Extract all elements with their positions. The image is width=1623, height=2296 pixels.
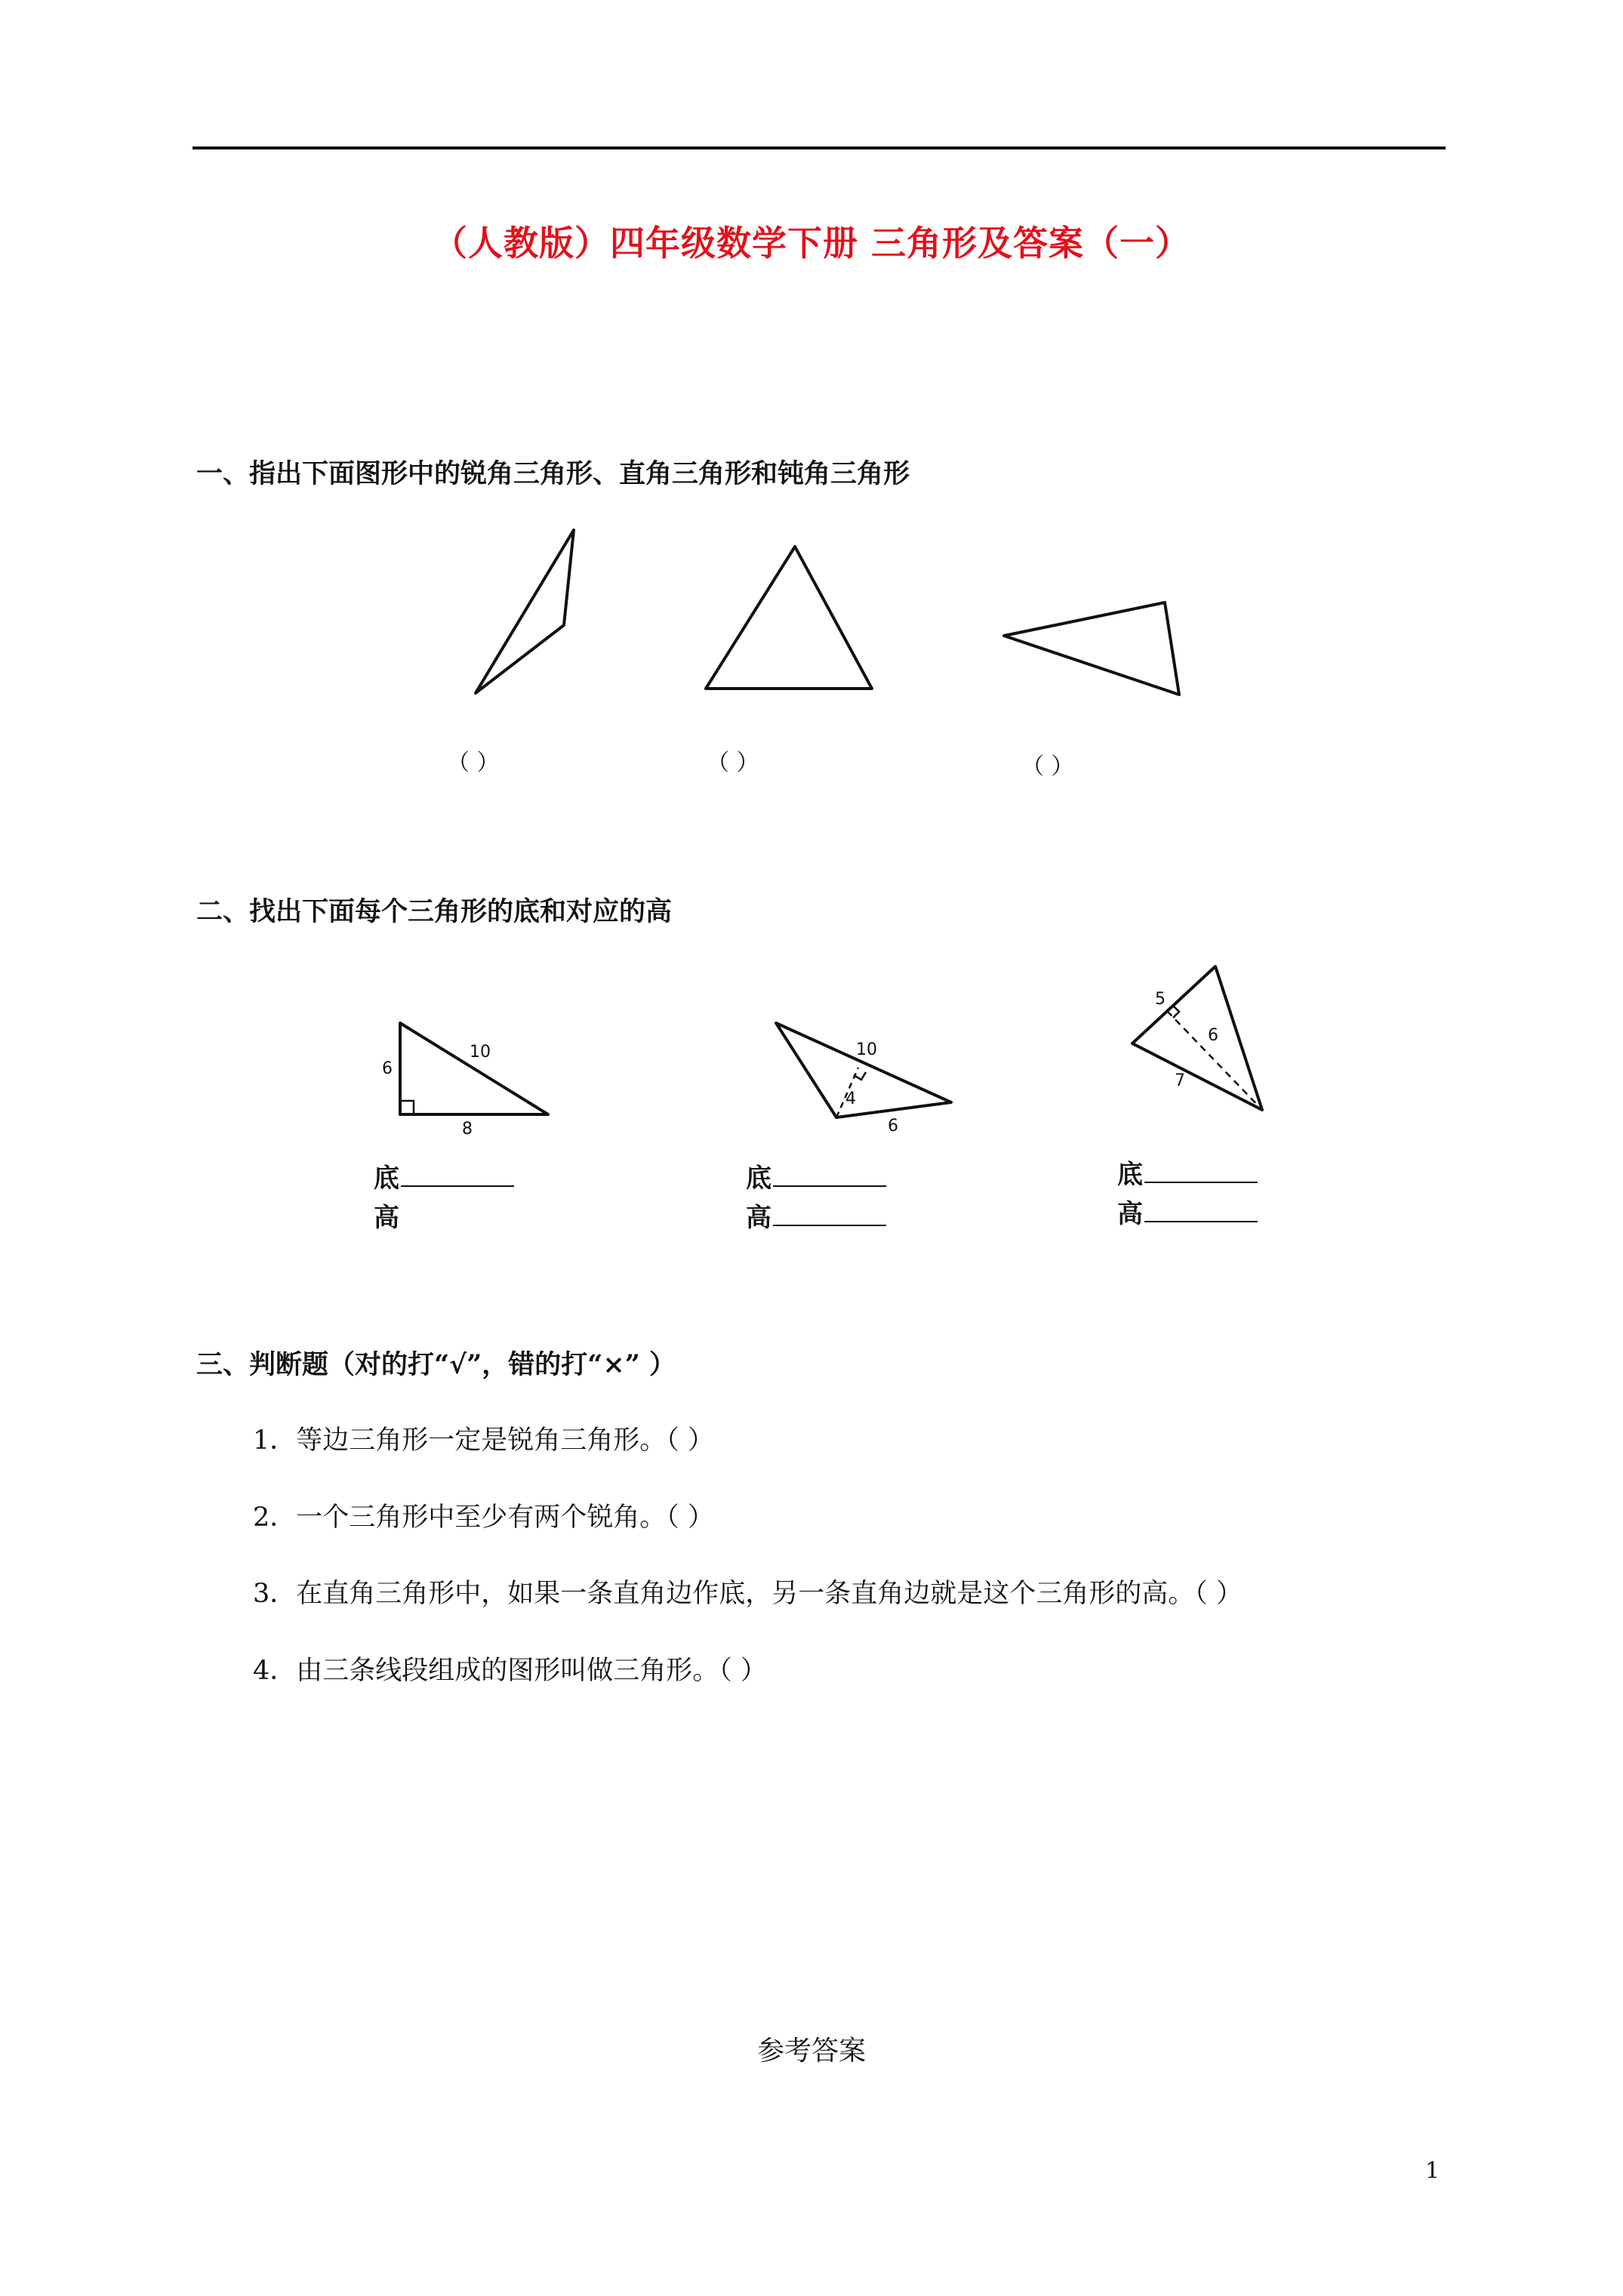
height-field-a: 高 bbox=[374, 1203, 399, 1233]
height-blank-b[interactable] bbox=[773, 1202, 886, 1226]
label-a-base: 8 bbox=[462, 1120, 473, 1139]
judgment-item-3: 3．在直角三角形中，如果一条直角边作底，另一条直角边就是这个三角形的高。（ ） bbox=[253, 1579, 1243, 1609]
page-number: 1 bbox=[1425, 2158, 1440, 2184]
base-field-a[interactable]: 底 bbox=[374, 1157, 514, 1194]
base-blank-c[interactable] bbox=[1144, 1159, 1258, 1183]
base-field-c[interactable]: 底 bbox=[1117, 1154, 1258, 1191]
label-c-height: 6 bbox=[1208, 1026, 1218, 1045]
equilateral-triangle-figure bbox=[694, 529, 891, 702]
answers-heading: 参考答案 bbox=[756, 2036, 866, 2066]
judgment-item-2: 2．一个三角形中至少有两个锐角。（ ） bbox=[253, 1502, 714, 1533]
height-field-b[interactable]: 高 bbox=[746, 1197, 886, 1234]
label-a-hyp: 10 bbox=[470, 1043, 491, 1062]
answer-blank-2[interactable]: （ ） bbox=[707, 750, 759, 776]
base-blank-a[interactable] bbox=[401, 1163, 514, 1187]
section2-heading: 二、找出下面每个三角形的底和对应的高 bbox=[196, 896, 673, 927]
label-b-long: 10 bbox=[856, 1040, 877, 1059]
label-c-base: 7 bbox=[1175, 1071, 1185, 1090]
judgment-item-1: 1．等边三角形一定是锐角三角形。（ ） bbox=[253, 1425, 714, 1456]
triangle-figure-c bbox=[1117, 951, 1283, 1117]
label-c-short: 5 bbox=[1155, 990, 1166, 1009]
obtuse-triangle-figure bbox=[453, 513, 619, 710]
judgment-item-4: 4．由三条线段组成的图形叫做三角形。（ ） bbox=[253, 1656, 767, 1686]
triangle-figure-a bbox=[377, 1012, 574, 1140]
answer-blank-1[interactable]: （ ） bbox=[447, 750, 500, 776]
height-field-c[interactable]: 高 bbox=[1117, 1193, 1258, 1230]
triangle-figure-b bbox=[762, 1012, 966, 1148]
label-b-height: 4 bbox=[845, 1089, 856, 1108]
label-a-side: 6 bbox=[382, 1059, 393, 1078]
label-b-base: 6 bbox=[888, 1117, 898, 1136]
right-triangle-figure bbox=[989, 589, 1193, 710]
answer-blank-3[interactable]: （ ） bbox=[1021, 754, 1074, 780]
section3-heading: 三、判断题（对的打“√”，错的打“×” ） bbox=[196, 1349, 676, 1380]
header-rule bbox=[192, 146, 1446, 149]
section1-heading: 一、指出下面图形中的锐角三角形、直角三角形和钝角三角形 bbox=[196, 458, 910, 489]
document-title: （人教版）四年级数学下册 三角形及答案（一） bbox=[432, 223, 1190, 264]
height-blank-c[interactable] bbox=[1144, 1198, 1258, 1222]
base-field-b[interactable]: 底 bbox=[746, 1157, 886, 1194]
base-blank-b[interactable] bbox=[773, 1163, 886, 1187]
